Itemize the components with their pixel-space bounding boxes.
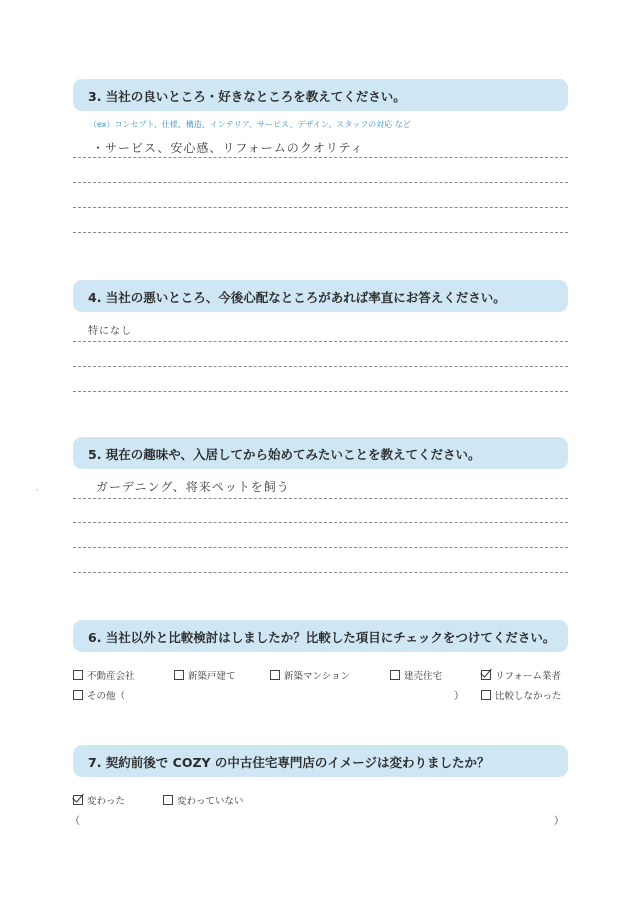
q5-answer: ガーデニング、将来ペットを飼う <box>96 480 290 494</box>
checkbox[interactable] <box>270 670 280 680</box>
checkbox[interactable] <box>163 795 173 805</box>
q3-title: 3. 当社の良いところ・好きなところを教えてください。 <box>88 89 406 104</box>
q6-header <box>73 620 568 652</box>
q7-option-changed[interactable]: 変わった <box>73 793 125 807</box>
q4-answer-line <box>73 366 568 367</box>
checkbox-checked[interactable] <box>73 795 83 805</box>
q5-title: 5. 現在の趣味や、入居してから始めてみたいことを教えてください。 <box>88 447 481 462</box>
q4-answer: 特になし <box>88 326 132 337</box>
stray-mark: · <box>36 486 39 495</box>
q5-header <box>73 437 568 469</box>
q7-option-unchanged[interactable]: 変わっていない <box>163 793 243 807</box>
q6-option-new-house[interactable]: 新築戸建て <box>174 668 236 682</box>
checkbox-checked[interactable] <box>481 670 491 680</box>
q4-answer-line <box>73 391 568 392</box>
q6-option-ready-built[interactable]: 建売住宅 <box>390 668 442 682</box>
checkbox[interactable] <box>73 690 83 700</box>
q6-other-close-paren: ） <box>454 691 464 702</box>
q5-answer-line <box>73 522 568 523</box>
checkbox[interactable] <box>73 670 83 680</box>
q4-answer-line <box>73 341 568 342</box>
q7-open-paren: （ <box>70 816 80 827</box>
q3-header <box>73 79 568 111</box>
checkbox[interactable] <box>481 690 491 700</box>
q6-option-new-condo[interactable]: 新築マンション <box>270 668 350 682</box>
q3-answer-line <box>73 207 568 208</box>
q6-option-reform[interactable]: リフォーム業者 <box>481 668 561 682</box>
q7-title: 7. 契約前後で COZY の中古住宅専門店のイメージは変わりましたか？ <box>88 755 490 770</box>
q3-answer-line <box>73 182 568 183</box>
checkbox[interactable] <box>174 670 184 680</box>
q7-close-paren: ） <box>554 816 564 827</box>
q7-header <box>73 745 568 777</box>
q4-title: 4. 当社の悪いところ、今後心配なところがあれば率直にお答えください。 <box>88 290 506 305</box>
q6-option-none[interactable]: 比較しなかった <box>481 688 562 702</box>
q6-option-real-estate[interactable]: 不動産会社 <box>73 668 135 682</box>
q5-answer-line <box>73 572 568 573</box>
q6-title: 6. 当社以外と比較検討はしましたか？比較した項目にチェックをつけてください。 <box>88 630 556 645</box>
q5-answer-line <box>73 498 568 499</box>
q3-answer: ・サービス、安心感、リフォームのクオリティ <box>92 141 364 155</box>
q3-answer-line <box>73 157 568 158</box>
checkbox[interactable] <box>390 670 400 680</box>
q3-answer-line <box>73 232 568 233</box>
q6-option-other[interactable]: その他（ <box>73 688 125 702</box>
q3-example-text: （ex）コンセプト、仕様、構造、インテリア、サービス、デザイン、スタッフの対応 など <box>89 120 411 129</box>
q4-header <box>73 280 568 312</box>
q5-answer-line <box>73 547 568 548</box>
